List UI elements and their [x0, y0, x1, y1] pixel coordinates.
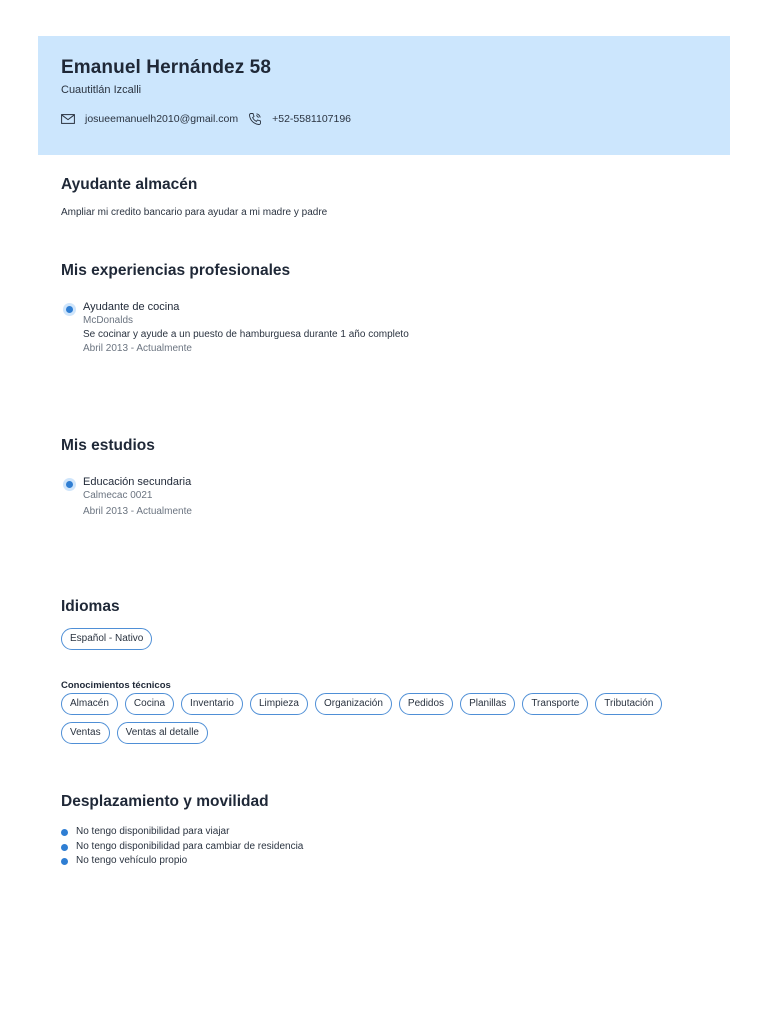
mobility-item: No tengo disponibilidad para cambiar de residencia: [61, 840, 721, 855]
languages-section: [61, 598, 721, 657]
skill-chip: Pedidos: [399, 693, 453, 715]
skills-list: [61, 693, 721, 751]
education-title: Mis estudios: [61, 437, 155, 454]
skill-chip: Planillas: [460, 693, 515, 715]
candidate-name: Emanuel Hernández 58: [61, 57, 272, 78]
education-school: Calmecac 0021: [83, 490, 153, 501]
email-text: josueemanuelh2010@gmail.com: [85, 113, 239, 125]
education-degree: Educación secundaria: [83, 476, 192, 488]
skill-chip: Ventas al detalle: [117, 722, 208, 744]
education-section: [61, 437, 721, 517]
contact-row: [61, 112, 730, 126]
experience-dates: Abril 2013 - Actualmente: [83, 343, 192, 354]
skills-label: Conocimientos técnicos: [61, 680, 171, 691]
experience-title: Mis experiencias profesionales: [61, 262, 291, 279]
mobility-item: No tengo vehículo propio: [61, 854, 721, 869]
skill-chip: Limpieza: [250, 693, 308, 715]
timeline-dot-icon: [63, 303, 76, 316]
email-contact[interactable]: [61, 113, 238, 125]
skill-chip: Inventario: [181, 693, 243, 715]
education-dates: Abril 2013 - Actualmente: [83, 506, 192, 517]
resume-header: [38, 36, 730, 155]
mobility-title: Desplazamiento y movilidad: [61, 793, 269, 810]
objective-section: [61, 176, 721, 218]
candidate-city: Cuautitlán Izcalli: [61, 84, 142, 96]
experience-role: Ayudante de cocina: [83, 301, 180, 313]
experience-description: Se cocinar y ayude a un puesto de hamburguesa durante 1 año completo: [83, 329, 409, 340]
experience-company: McDonalds: [83, 315, 134, 326]
experience-section: [61, 262, 721, 354]
mobility-section: [61, 793, 721, 869]
phone-icon: [248, 112, 262, 126]
objective-title: Ayudante almacén: [61, 176, 198, 193]
languages-title: Idiomas: [61, 598, 120, 615]
objective-text: Ampliar mi credito bancario para ayudar a mi madre y padre: [61, 207, 328, 218]
skill-chip: Almacén: [61, 693, 118, 715]
skill-chip: Organización: [315, 693, 392, 715]
skill-chip: Ventas: [61, 722, 110, 744]
skill-chip: Cocina: [125, 693, 174, 715]
language-chip: Español - Nativo: [61, 628, 152, 650]
mobility-list: [61, 825, 721, 869]
envelope-icon: [61, 114, 75, 124]
education-entry: [61, 476, 721, 517]
skill-chip: Transporte: [522, 693, 588, 715]
experience-entry: [61, 301, 721, 354]
phone-text: +52-5581107196: [272, 113, 352, 125]
skills-section: [61, 680, 721, 751]
skill-chip: Tributación: [595, 693, 662, 715]
languages-list: [61, 628, 721, 657]
timeline-dot-icon: [63, 478, 76, 491]
mobility-item: No tengo disponibilidad para viajar: [61, 825, 721, 840]
phone-contact[interactable]: [248, 112, 351, 126]
